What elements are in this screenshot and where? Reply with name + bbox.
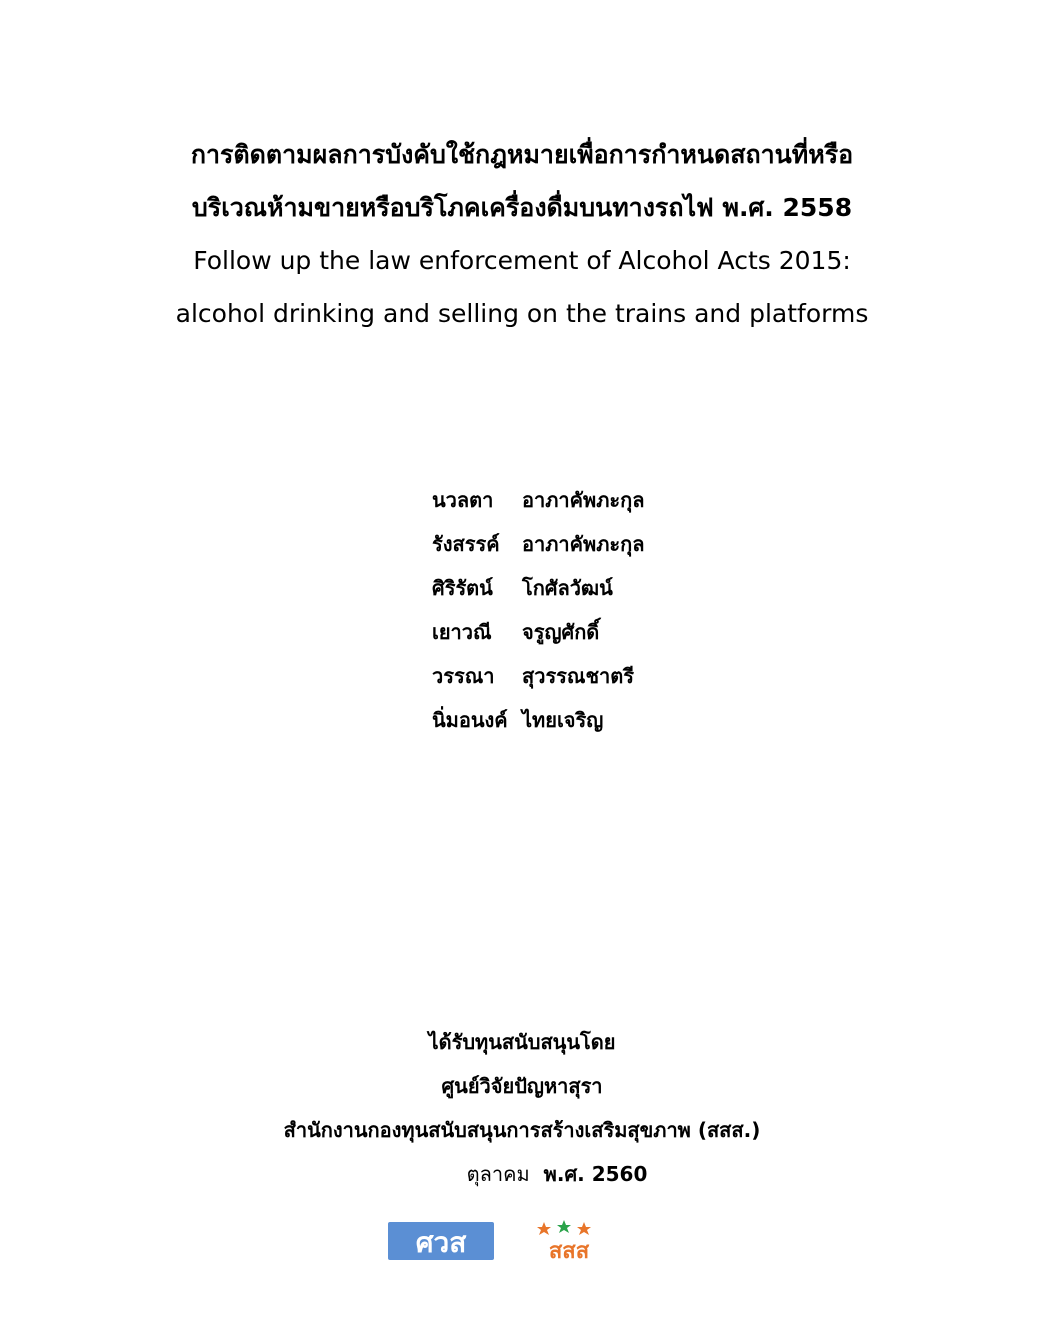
author-last-name: ไทยเจริญ [522,708,604,732]
logo-bar [388,1218,608,1260]
author-first-name: เยาวณี [432,620,492,644]
author-first-name: วรรณา [432,664,495,688]
author-row [432,610,645,654]
author-last-name: สุวรรณชาตรี [522,664,635,688]
funding-block [0,1020,1044,1196]
author-first-name: นวลตา [432,488,494,512]
publication-month: ตุลาคม [466,1162,530,1186]
author-row [432,478,645,522]
author-last-name: โกศัลวัฒน์ [522,576,613,600]
funding-supported-by: ได้รับทุนสนับสนุนโดย [428,1030,616,1054]
title-english-line-1: Follow up the law enforcement of Alcohol Acts 2015: [193,246,851,275]
author-last-name: อาภาคัพภะกุล [522,532,645,556]
title-thai-line-1: การติดตามผลการบังคับใช้กฎหมายเพื่อการกำหนดสถานที่หรือ [190,140,854,169]
thaihealth-logo [530,1220,608,1260]
funding-center: ศูนย์วิจัยปัญหาสุรา [441,1074,603,1098]
author-row [432,654,645,698]
star-icon [537,1220,591,1235]
author-first-name: รังสรรค์ [432,532,500,556]
author-row [432,566,645,610]
title-english-line-2: alcohol drinking and selling on the trains and platforms [175,299,869,328]
swasi-logo [388,1222,494,1260]
author-last-name: จรูญศักดิ์ [522,620,600,644]
title-block [0,128,1044,340]
publication-year: พ.ศ. 2560 [543,1162,648,1186]
author-first-name: ศิริรัตน์ [432,576,493,600]
author-list [432,478,645,742]
publication-date [0,1152,1044,1196]
author-first-name: นิ่มอนงค์ [432,708,508,732]
thaihealth-logo-text: สสส [548,1239,590,1260]
author-row [432,522,645,566]
swasi-logo-text: ศวส [415,1226,467,1259]
funding-office: สำนักงานกองทุนสนับสนุนการสร้างเสริมสุขภาพ (สสส.) [283,1118,761,1142]
author-row [432,698,645,742]
author-last-name: อาภาคัพภะกุล [522,488,645,512]
title-thai-line-2: บริเวณห้ามขายหรือบริโภคเครื่องดื่มบนทางรถไฟ พ.ศ. 2558 [191,193,853,222]
